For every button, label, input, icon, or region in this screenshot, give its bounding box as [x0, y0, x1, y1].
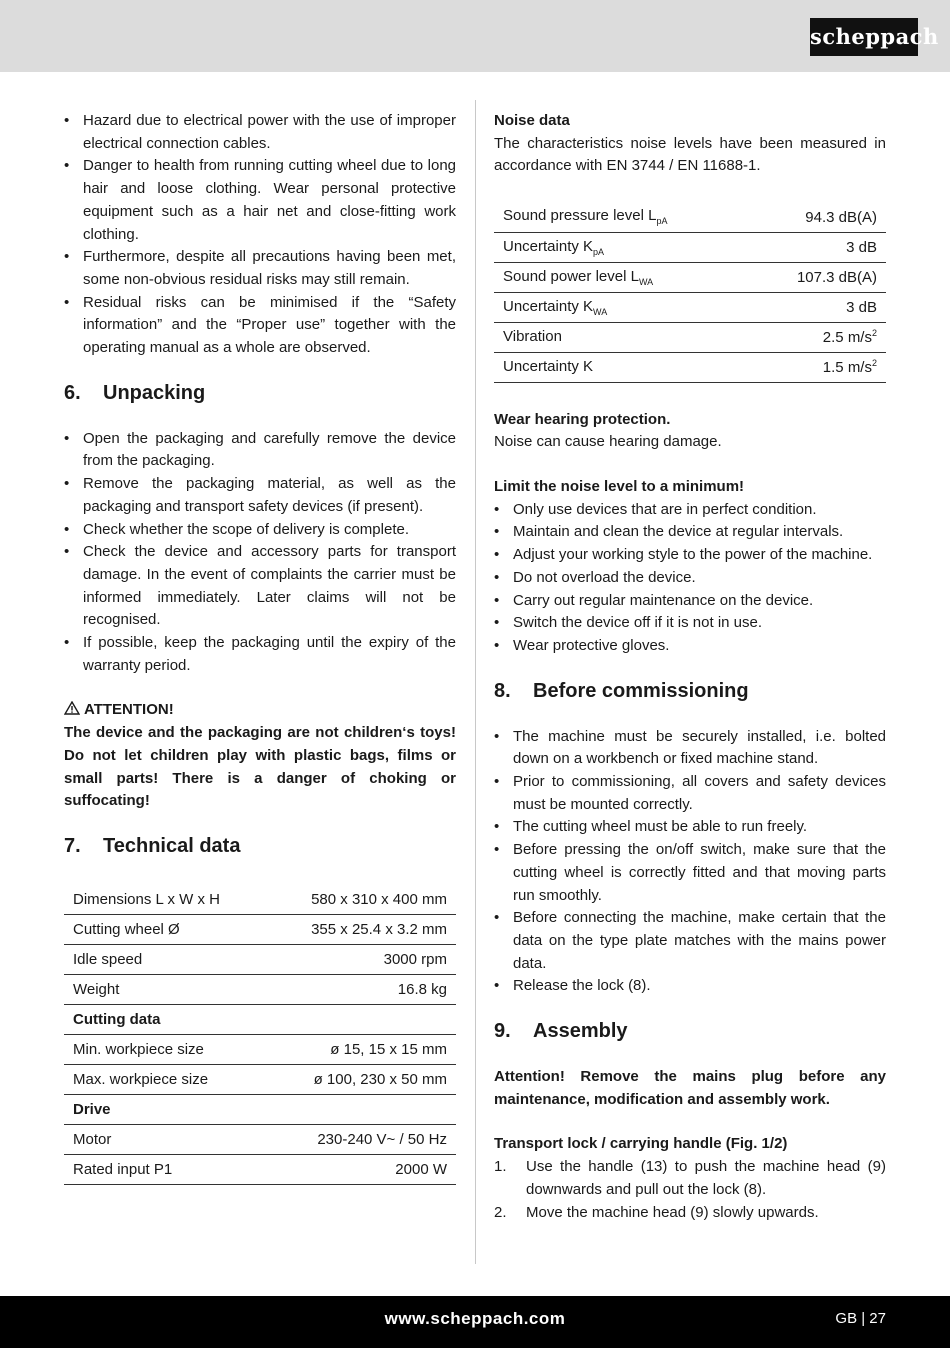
list-item: • Maintain and clean the device at regular intervals. [494, 521, 886, 544]
step-text: Use the handle (13) to push the machine head (9) downwards and pull out the lock (8). [526, 1158, 886, 1198]
noise-label: Uncertainty $K_{pA}$ [494, 232, 749, 262]
step-number: 1. [494, 1158, 507, 1176]
spec-value [267, 1095, 456, 1125]
transport-lock-title: Transport lock / carrying handle (Fig. 1/2) [494, 1135, 788, 1153]
spec-label: Max. workpiece size [64, 1065, 267, 1095]
column-divider [475, 100, 476, 1264]
spec-label: Idle speed [64, 945, 267, 975]
attention-text: The device and the packaging are not children‘s toys! Do not let children play with plastic bags, films or small parts! There is a danger of choking or suffocating! [64, 724, 456, 810]
step-item [494, 1156, 886, 1201]
list-item: • If possible, keep the packaging until the expiry of the warranty period. [64, 632, 456, 677]
table-group-row [64, 1095, 456, 1125]
table-row [64, 975, 456, 1005]
table-row [494, 322, 886, 352]
list-item: • Check the device and accessory parts for transport damage. In the event of complaints the carrier must be informed immediately. Later claims will not be recognised. [64, 541, 456, 632]
step-text: Move the machine head (9) slowly upwards. [526, 1203, 819, 1221]
commissioning-list [494, 726, 886, 998]
list-item: • Residual risks can be minimised if the “Safety information” and the “Proper use” together with the operating manual as a whole are observed. [64, 292, 456, 360]
list-item: • Do not overload the device. [494, 567, 886, 590]
list-item: • Carry out regular maintenance on the device. [494, 590, 886, 613]
footer-bar [0, 1296, 950, 1348]
table-row [494, 232, 886, 262]
spec-value: 16.8 kg [267, 975, 456, 1005]
spec-group-label: Cutting data [64, 1005, 267, 1035]
section-number: 7. [64, 834, 81, 857]
table-row [64, 1065, 456, 1095]
noise-data-table [494, 202, 886, 383]
noise-value: 3 dB [749, 232, 886, 262]
assembly-attention-text: Attention! Remove the mains plug before any maintenance, modification and assembly work. [494, 1068, 886, 1108]
spec-value: 2000 W [267, 1155, 456, 1185]
noise-value: 107.3 dB(A) [749, 262, 886, 292]
assembly-steps [494, 1156, 886, 1224]
table-row [64, 945, 456, 975]
table-row [494, 292, 886, 322]
right-column [494, 110, 886, 1224]
spec-label: Rated input P1 [64, 1155, 267, 1185]
section-title: Before commissioning [533, 679, 749, 702]
section-number: 9. [494, 1020, 511, 1043]
noise-value: 94.3 dB(A) [749, 202, 886, 232]
technical-data-table [64, 885, 456, 1186]
section-number: 6. [64, 381, 81, 404]
step-number: 2. [494, 1203, 507, 1221]
noise-label: Uncertainty $K_{WA}$ [494, 292, 749, 322]
list-item: • Remove the packaging material, as well as the packaging and transport safety devices (if present). [64, 473, 456, 518]
spec-value: 3000 rpm [267, 945, 456, 975]
spec-value [267, 1005, 456, 1035]
list-item: • Only use devices that are in perfect condition. [494, 499, 886, 522]
spec-label: Motor [64, 1125, 267, 1155]
warning-icon [64, 701, 80, 715]
step-item [494, 1202, 886, 1225]
table-row [64, 885, 456, 915]
list-item: • Furthermore, despite all precautions having been met, some non-obvious residual risks may still remain. [64, 246, 456, 291]
section-title: Assembly [533, 1020, 628, 1043]
spec-value: ø 15, 15 x 15 mm [267, 1035, 456, 1065]
table-row [494, 202, 886, 232]
list-item: • Open the packaging and carefully remove the device from the packaging. [64, 428, 456, 473]
noise-label: Uncertainty K [494, 352, 749, 382]
attention-label: ATTENTION! [84, 701, 174, 719]
table-row [64, 915, 456, 945]
spec-value: ø 100, 230 x 50 mm [267, 1065, 456, 1095]
attention-label-line [64, 699, 456, 722]
residual-risk-list [64, 110, 456, 360]
list-item: • Prior to commissioning, all covers and safety devices must be mounted correctly. [494, 771, 886, 816]
list-item: • Danger to health from running cutting wheel due to long hair and loose clothing. Wear personal protective equipment such as a hair net and close-fitting work clothing. [64, 155, 456, 246]
noise-data-title: Noise data [494, 112, 570, 129]
hearing-protection-title: Wear hearing protection. [494, 410, 671, 428]
noise-data-intro: The characteristics noise levels have been measured in accordance with EN 3744 / EN 11688-1. [494, 134, 886, 175]
table-row [64, 1155, 456, 1185]
section-title: Unpacking [103, 381, 206, 404]
section-heading-assembly [494, 1018, 886, 1044]
list-item: • Release the lock (8). [494, 975, 886, 998]
list-item: • Adjust your working style to the power of the machine. [494, 544, 886, 567]
table-row [64, 1125, 456, 1155]
section-heading-before-commissioning [494, 678, 886, 704]
list-item: • Before pressing the on/off switch, make sure that the cutting wheel is correctly fitted and that moving parts run smoothly. [494, 839, 886, 907]
brand-logo: scheppach [810, 18, 918, 56]
left-column [64, 110, 456, 1185]
spec-value: 580 x 310 x 400 mm [267, 885, 456, 915]
spec-label: Dimensions L x W x H [64, 885, 267, 915]
header-bar [0, 0, 950, 72]
noise-label: Vibration [494, 322, 749, 352]
noise-label: Sound pressure level $L_{pA}$ [494, 202, 749, 232]
list-item: • Wear protective gloves. [494, 635, 886, 658]
noise-limit-list [494, 499, 886, 658]
unpacking-list [64, 428, 456, 678]
table-row [64, 1035, 456, 1065]
list-item: • Check whether the scope of delivery is complete. [64, 519, 456, 542]
noise-value: 1.5 $m/s^2$ [749, 352, 886, 382]
list-item: • Before connecting the machine, make certain that the data on the type plate matches with the mains power data. [494, 907, 886, 975]
spec-label: Min. workpiece size [64, 1035, 267, 1065]
section-heading-technical-data [64, 833, 456, 859]
noise-value: 2.5 $m/s^2$ [749, 322, 886, 352]
noise-limit-title: Limit the noise level to a minimum! [494, 478, 745, 496]
spec-label: Cutting wheel Ø [64, 915, 267, 945]
list-item: • The cutting wheel must be able to run freely. [494, 816, 886, 839]
list-item: • Switch the device off if it is not in use. [494, 612, 886, 635]
section-heading-unpacking [64, 380, 456, 406]
list-item: • Hazard due to electrical power with the use of improper electrical connection cables. [64, 110, 456, 155]
table-group-row [64, 1005, 456, 1035]
spec-label: Weight [64, 975, 267, 1005]
website-url: www.scheppach.com [384, 1309, 566, 1328]
noise-label: Sound power level $L_{WA}$ [494, 262, 749, 292]
hearing-protection-text: Noise can cause hearing damage. [494, 433, 722, 451]
section-number: 8. [494, 679, 511, 702]
section-title: Technical data [103, 834, 241, 857]
spec-value: 355 x 25.4 x 3.2 mm [267, 915, 456, 945]
table-row [494, 262, 886, 292]
list-item: • The machine must be securely installed, i.e. bolted down on a workbench or fixed machine stand. [494, 726, 886, 771]
page-number: GB | 27 [835, 1310, 886, 1327]
noise-value: 3 dB [749, 292, 886, 322]
spec-group-label: Drive [64, 1095, 267, 1125]
spec-value: 230-240 V~ / 50 Hz [267, 1125, 456, 1155]
table-row [494, 352, 886, 382]
